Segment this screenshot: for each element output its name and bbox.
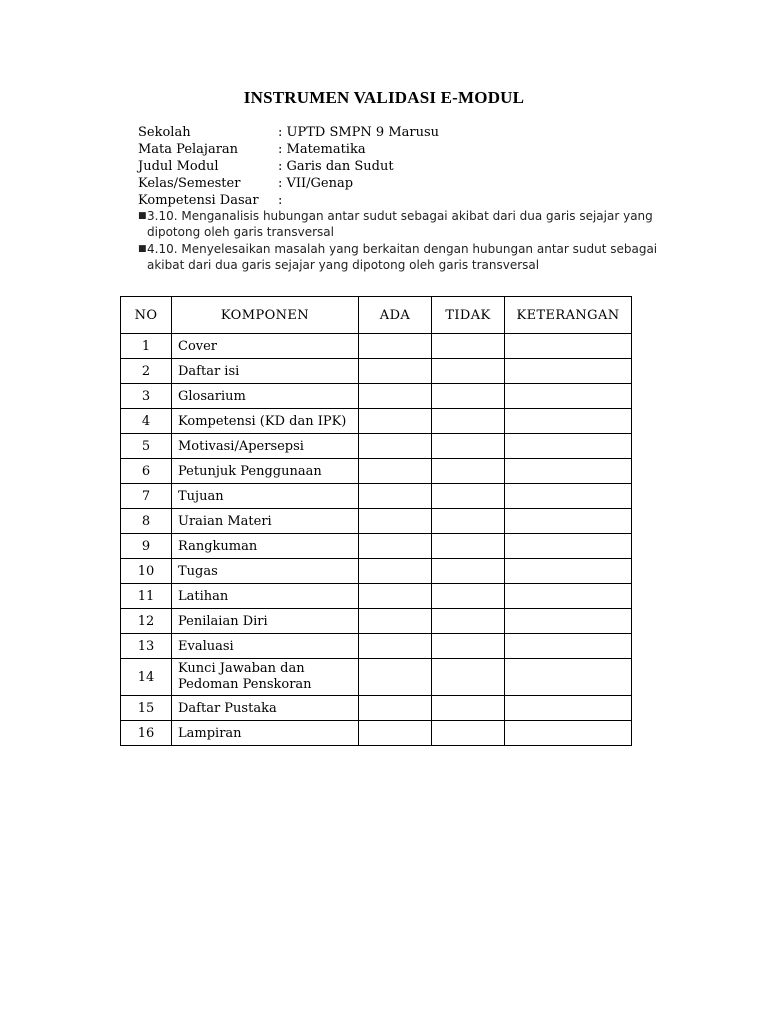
table-row	[121, 609, 632, 634]
keterangan-cell[interactable]	[505, 409, 632, 434]
tidak-cell[interactable]	[432, 609, 505, 634]
component-name: Daftar isi	[172, 359, 359, 384]
keterangan-cell[interactable]	[505, 696, 632, 721]
tidak-cell[interactable]	[432, 484, 505, 509]
component-name: Petunjuk Penggunaan	[172, 459, 359, 484]
row-number: 12	[121, 609, 172, 634]
keterangan-cell[interactable]	[505, 534, 632, 559]
info-label: Kelas/Semester	[138, 176, 241, 191]
kd-text: 3.10. Menganalisis hubungan antar sudut sebagai akibat dari dua garis sejajar yang dipotong oleh garis transversal	[147, 209, 653, 239]
tidak-cell[interactable]	[432, 384, 505, 409]
ada-cell[interactable]	[359, 721, 432, 746]
tidak-cell[interactable]	[432, 434, 505, 459]
row-number: 11	[121, 584, 172, 609]
tidak-cell[interactable]	[432, 409, 505, 434]
kd-text: 4.10. Menyelesaikan masalah yang berkaitan dengan hubungan antar sudut sebagai akibat dari dua garis sejajar yang dipotong oleh garis transversal	[147, 242, 658, 272]
component-name: Motivasi/Apersepsi	[172, 434, 359, 459]
header-komponen: KOMPONEN	[172, 297, 359, 334]
keterangan-cell[interactable]	[505, 584, 632, 609]
info-row-kompetensi-dasar	[138, 192, 439, 209]
header-no: NO	[121, 297, 172, 334]
info-value: : Garis dan Sudut	[278, 159, 394, 174]
info-value: : UPTD SMPN 9 Marusu	[278, 125, 440, 140]
table-row	[121, 534, 632, 559]
ada-cell[interactable]	[359, 409, 432, 434]
document-title: INSTRUMEN VALIDASI E-MODUL	[243, 88, 525, 107]
tidak-cell[interactable]	[432, 696, 505, 721]
info-value: : VII/Genap	[278, 176, 354, 191]
list-item	[138, 241, 698, 273]
row-number: 10	[121, 559, 172, 584]
ada-cell[interactable]	[359, 609, 432, 634]
ada-cell[interactable]	[359, 659, 432, 696]
row-number: 2	[121, 359, 172, 384]
ada-cell[interactable]	[359, 534, 432, 559]
keterangan-cell[interactable]	[505, 609, 632, 634]
table-row	[121, 584, 632, 609]
keterangan-cell[interactable]	[505, 634, 632, 659]
table-row	[121, 484, 632, 509]
info-label: Sekolah	[138, 125, 191, 140]
ada-cell[interactable]	[359, 559, 432, 584]
row-number: 4	[121, 409, 172, 434]
tidak-cell[interactable]	[432, 334, 505, 359]
row-number: 9	[121, 534, 172, 559]
row-number: 7	[121, 484, 172, 509]
keterangan-cell[interactable]	[505, 384, 632, 409]
tidak-cell[interactable]	[432, 721, 505, 746]
validation-table	[120, 296, 632, 746]
row-number: 6	[121, 459, 172, 484]
component-name: Glosarium	[172, 384, 359, 409]
tidak-cell[interactable]	[432, 509, 505, 534]
row-number: 13	[121, 634, 172, 659]
info-value: : Matematika	[278, 142, 366, 157]
table-row	[121, 721, 632, 746]
ada-cell[interactable]	[359, 359, 432, 384]
keterangan-cell[interactable]	[505, 659, 632, 696]
table-row	[121, 384, 632, 409]
component-name: Penilaian Diri	[172, 609, 359, 634]
bullet-icon: ■	[138, 211, 147, 221]
tidak-cell[interactable]	[432, 559, 505, 584]
table-row	[121, 459, 632, 484]
tidak-cell[interactable]	[432, 359, 505, 384]
table-row	[121, 659, 632, 696]
table-row	[121, 359, 632, 384]
keterangan-cell[interactable]	[505, 484, 632, 509]
kompetensi-dasar-list	[138, 208, 698, 274]
ada-cell[interactable]	[359, 584, 432, 609]
component-name: Tugas	[172, 559, 359, 584]
row-number: 16	[121, 721, 172, 746]
tidak-cell[interactable]	[432, 459, 505, 484]
info-label: Mata Pelajaran	[138, 142, 239, 157]
ada-cell[interactable]	[359, 696, 432, 721]
tidak-cell[interactable]	[432, 634, 505, 659]
keterangan-cell[interactable]	[505, 434, 632, 459]
table-row	[121, 696, 632, 721]
row-number: 15	[121, 696, 172, 721]
component-name: Uraian Materi	[172, 509, 359, 534]
info-label: Kompetensi Dasar	[138, 193, 259, 208]
ada-cell[interactable]	[359, 334, 432, 359]
keterangan-cell[interactable]	[505, 459, 632, 484]
keterangan-cell[interactable]	[505, 509, 632, 534]
table-row	[121, 509, 632, 534]
row-number: 3	[121, 384, 172, 409]
row-number: 1	[121, 334, 172, 359]
component-name: Cover	[172, 334, 359, 359]
ada-cell[interactable]	[359, 434, 432, 459]
table-row	[121, 434, 632, 459]
component-name: Tujuan	[172, 484, 359, 509]
header-ada: ADA	[359, 297, 432, 334]
table-row	[121, 334, 632, 359]
component-name: Kompetensi (KD dan IPK)	[172, 409, 359, 434]
table-row	[121, 559, 632, 584]
table-header-row	[121, 297, 632, 334]
keterangan-cell[interactable]	[505, 359, 632, 384]
tidak-cell[interactable]	[432, 584, 505, 609]
info-label: Judul Modul	[138, 159, 219, 174]
row-number: 5	[121, 434, 172, 459]
bullet-icon: ■	[138, 244, 147, 254]
ada-cell[interactable]	[359, 634, 432, 659]
ada-cell[interactable]	[359, 459, 432, 484]
table-row	[121, 409, 632, 434]
header-tidak: TIDAK	[432, 297, 505, 334]
keterangan-cell[interactable]	[505, 721, 632, 746]
info-row-judul-modul	[138, 158, 439, 175]
component-name: Daftar Pustaka	[172, 696, 359, 721]
ada-cell[interactable]	[359, 384, 432, 409]
component-name: Lampiran	[172, 721, 359, 746]
component-name: Evaluasi	[172, 634, 359, 659]
ada-cell[interactable]	[359, 484, 432, 509]
info-row-mata-pelajaran	[138, 141, 439, 158]
component-name: Rangkuman	[172, 534, 359, 559]
info-row-kelas-semester	[138, 175, 439, 192]
component-name: Kunci Jawaban dan Pedoman Penskoran	[172, 659, 359, 696]
header-keterangan: KETERANGAN	[505, 297, 632, 334]
keterangan-cell[interactable]	[505, 334, 632, 359]
info-value: :	[278, 193, 283, 208]
component-name: Latihan	[172, 584, 359, 609]
tidak-cell[interactable]	[432, 534, 505, 559]
ada-cell[interactable]	[359, 509, 432, 534]
info-block	[138, 124, 439, 209]
list-item	[138, 208, 698, 240]
tidak-cell[interactable]	[432, 659, 505, 696]
keterangan-cell[interactable]	[505, 559, 632, 584]
table-row	[121, 634, 632, 659]
row-number: 8	[121, 509, 172, 534]
info-row-sekolah	[138, 124, 439, 141]
row-number: 14	[121, 659, 172, 696]
